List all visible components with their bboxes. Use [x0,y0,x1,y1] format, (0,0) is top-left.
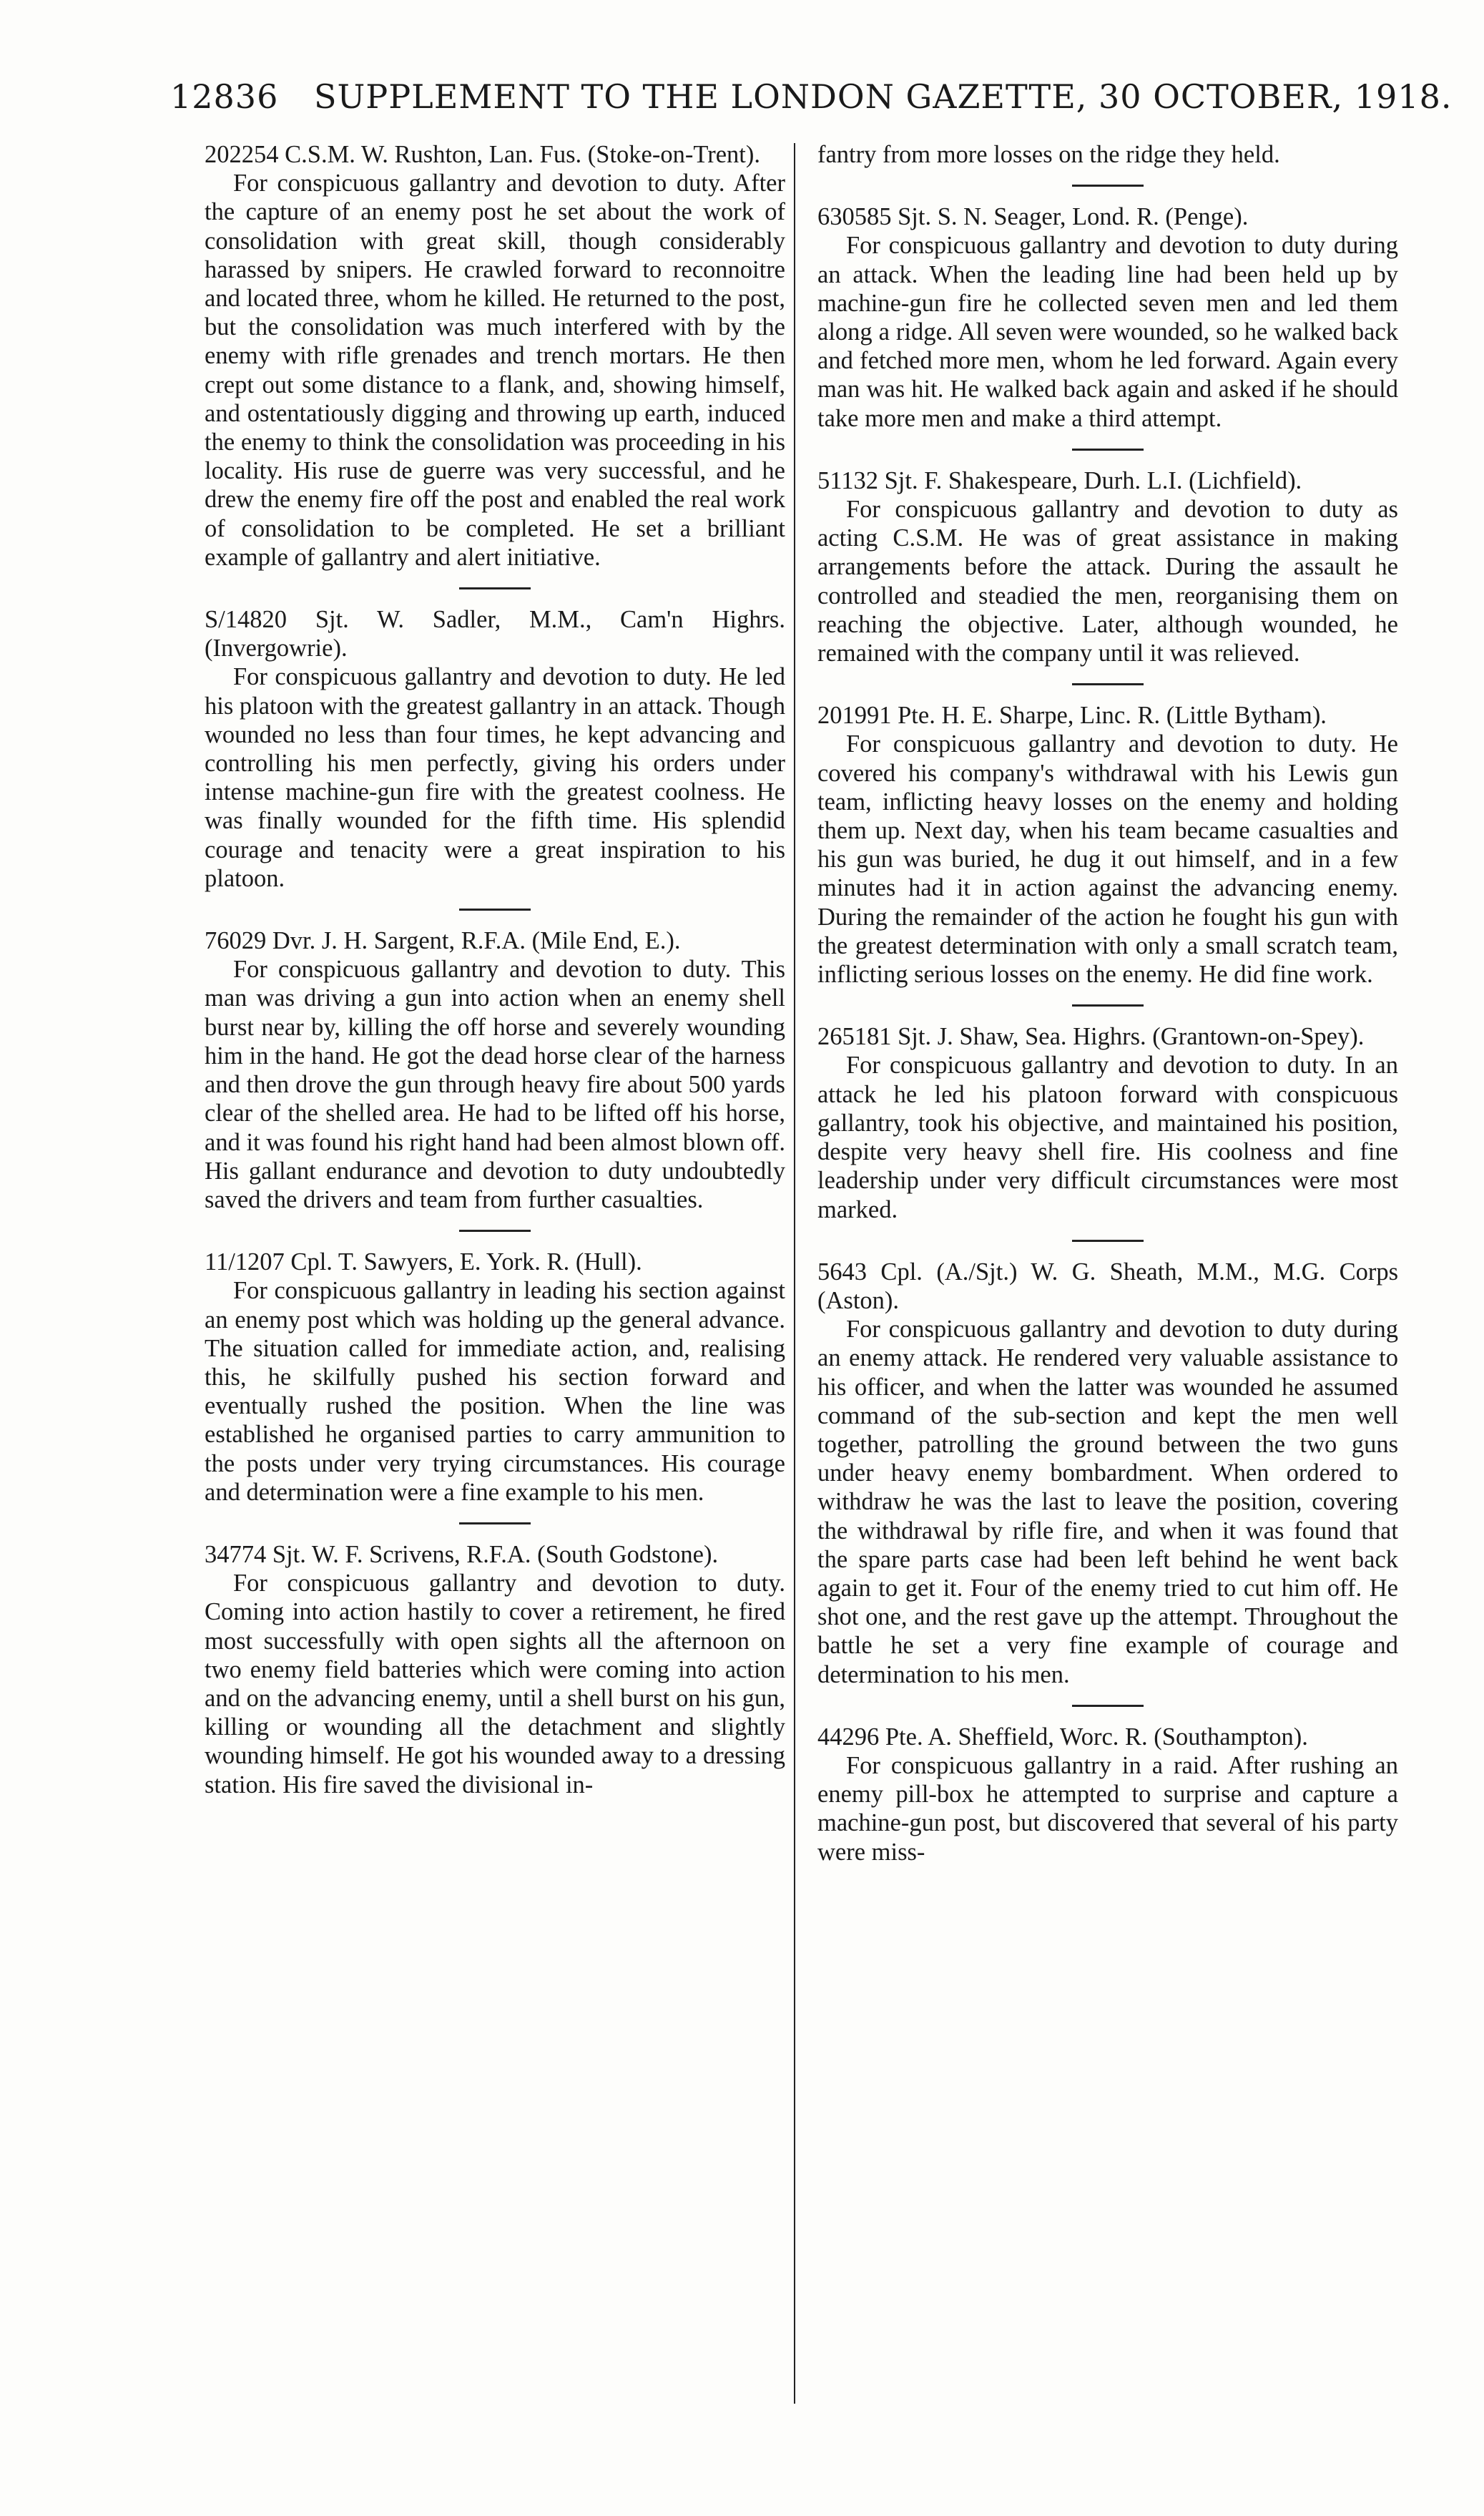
page-number: 12836 [170,77,279,116]
citation-heading: 34774 Sjt. W. F. Scrivens, R.F.A. (South Godstone). [205,1540,719,1568]
separator-rule [1072,683,1144,685]
citation-entry [817,1022,1398,1223]
separator-rule [459,1522,531,1524]
citation-body: For conspicuous gallantry and devotion to duty during an enemy attack. He rendered very valuable assistance to his officer, and when the latter was wounded he assumed command of the sub-section and kept the men well together, patrolling the ground between the two guns under heavy enemy bombardment. When ordered to withdraw he was the last to leave the position, covering the withdrawal by rifle fire, and when it was found that the spare parts case had been left behind he went back again to get it. Four of the enemy tried to cut him off. He shot one, and the rest gave up the attempt. Throughout the battle he set a very fine example of courage and determination to his men. [817,1316,1398,1688]
separator-rule [1072,1705,1144,1707]
continued-text: fantry from more losses on the ridge they held. [817,141,1280,168]
citation-heading: 201991 Pte. H. E. Sharpe, Linc. R. (Little Bytham). [817,702,1327,730]
citation-body: For conspicuous gallantry and devotion to duty during an attack. When the leading line had been held up by machine-gun fire he collected seven men and led them along a ridge. All seven were wounded, so he walked back and fetched more men, whom he led forward. Again every man was hit. He walked back again and asked if he should take more men and make a third attempt. [817,232,1398,432]
citation-entry [817,1723,1398,1866]
separator-rule [459,909,531,911]
citation-body: For conspicuous gallantry in a raid. After rushing an enemy pill-box he attempted to surprise and capture a machine-gun post, but discovered that several of his party were miss- [817,1751,1398,1866]
citation-heading: 51132 Sjt. F. Shakespeare, Durh. L.I. (Lichfield). [817,466,1302,494]
citation-heading: 44296 Pte. A. Sheffield, Worc. R. (Southampton). [817,1723,1308,1751]
citation-body: For conspicuous gallantry and devotion to duty. This man was driving a gun into action when an enemy shell burst near by, killing the off horse and severely wounding him in the hand. He got the dead horse clear of the harness and then drove the gun through heavy fire about 500 yards clear of the shelled area. He had to be lifted off his horse, and it was found his right hand had been almost blown off. His gallant endurance and devotion to duty undoubtedly saved the drivers and team from further casualties. [205,956,785,1213]
citation-body: For conspicuous gallantry in leading his section against an enemy post which was holding up the general advance. The situation called for immediate action, and, realising this, he skilfully pushed his section forward and eventually rushed the position. When the line was established he organised parties to carry ammunition to the posts under very trying circumstances. His courage and determination were a fine example to his men. [205,1277,785,1506]
citation-entry [205,926,785,1214]
column-divider [794,143,795,2404]
citation-entry [205,140,785,572]
citation-body: For conspicuous gallantry and devotion to duty. In an attack he led his platoon forward with conspicuous gallantry, took his objective, and maintained his position, despite very heavy shell fire. His coolness and fine leadership under very difficult circumstances were most marked. [817,1052,1398,1223]
left-column [205,140,785,1799]
citation-body: For conspicuous gallantry and devotion to duty as acting C.S.M. He was of great assistance in making arrangements before the attack. During the assault he controlled and steadied the men, reorganising them on reaching the objective. Later, although wounded, he remained with the company until it was relieved. [817,496,1398,667]
right-column [817,140,1398,1866]
citation-body: For conspicuous gallantry and devotion to duty. He led his platoon with the greatest gallantry in an attack. Though wounded no less than four times, he kept advancing and controlling his men perfectly, giving his orders under intense machine-gun fire with the greatest coolness. He was finally wounded for the fifth time. His splendid courage and tenacity were a great inspiration to his platoon. [205,663,785,892]
citation-body: For conspicuous gallantry and devotion to duty. Coming into action hastily to cover a retirement, he fired most successfully with open sights all the afternoon on two enemy field batteries which were coming into action and on the advancing enemy, until a shell burst on his gun, killing or wounding all the detachment and slightly wounding himself. He got his wounded away to a dressing station. His fire saved the divisional in- [205,1570,785,1798]
citation-entry [817,202,1398,433]
citation-body: For conspicuous gallantry and devotion to duty. After the capture of an enemy post he set about the work of consolidation with great skill, though considerably harassed by snipers. He crawled forward to reconnoitre and located three, whom he killed. He returned to the post, but the consolidation was much interfered with by the enemy with rifle grenades and trench mortars. He then crept out some distance to a flank, and, showing himself, and ostentatiously digging and throwing up earth, induced the enemy to think the consolidation was proceeding in his locality. His ruse de guerre was very successful, and he drew the enemy fire off the post and enabled the real work of consolidation to be completed. He set a brilliant example of gallantry and alert initiative. [205,170,785,571]
citation-entry [817,1258,1398,1689]
citation-body: For conspicuous gallantry and devotion to duty. He covered his company's withdrawal with his Lewis gun team, inflicting heavy losses on the enemy and holding them up. Next day, when his team became casualties and his gun was buried, he dug it out himself, and in a few minutes had it in action against the advancing enemy. During the remainder of the action he fought his gun with the greatest determination with only a small scratch team, inflicting serious losses on the enemy. He did fine work. [817,730,1398,989]
citation-heading: 11/1207 Cpl. T. Sawyers, E. York. R. (Hull). [205,1248,642,1276]
separator-rule [1072,1240,1144,1242]
citation-heading: 202254 C.S.M. W. Rushton, Lan. Fus. (Stoke-on-Trent). [205,141,760,168]
citation-heading: 5643 Cpl. (A./Sjt.) W. G. Sheath, M.M., M.G. Corps (Aston). [817,1258,1398,1314]
citation-entry [205,1248,785,1507]
citation-heading: 630585 Sjt. S. N. Seager, Lond. R. (Penge). [817,203,1249,231]
citation-heading: S/14820 Sjt. W. Sadler, M.M., Cam'n Highrs. (Invergowrie). [205,606,785,662]
separator-rule [1072,185,1144,187]
citation-heading: 76029 Dvr. J. H. Sargent, R.F.A. (Mile End, E.). [205,927,681,955]
page-title: SUPPLEMENT TO THE LONDON GAZETTE, 30 OCTOBER, 1918. [313,77,1453,116]
citation-entry [205,605,785,893]
page-header [170,77,1453,127]
citation-entry [817,466,1398,667]
separator-rule [1072,449,1144,451]
citation-entry [205,1540,785,1799]
separator-rule [459,1230,531,1232]
citation-entry [817,701,1398,989]
separator-rule [1072,1004,1144,1007]
citation-heading: 265181 Sjt. J. Shaw, Sea. Highrs. (Grantown-on-Spey). [817,1023,1365,1051]
separator-rule [459,587,531,589]
